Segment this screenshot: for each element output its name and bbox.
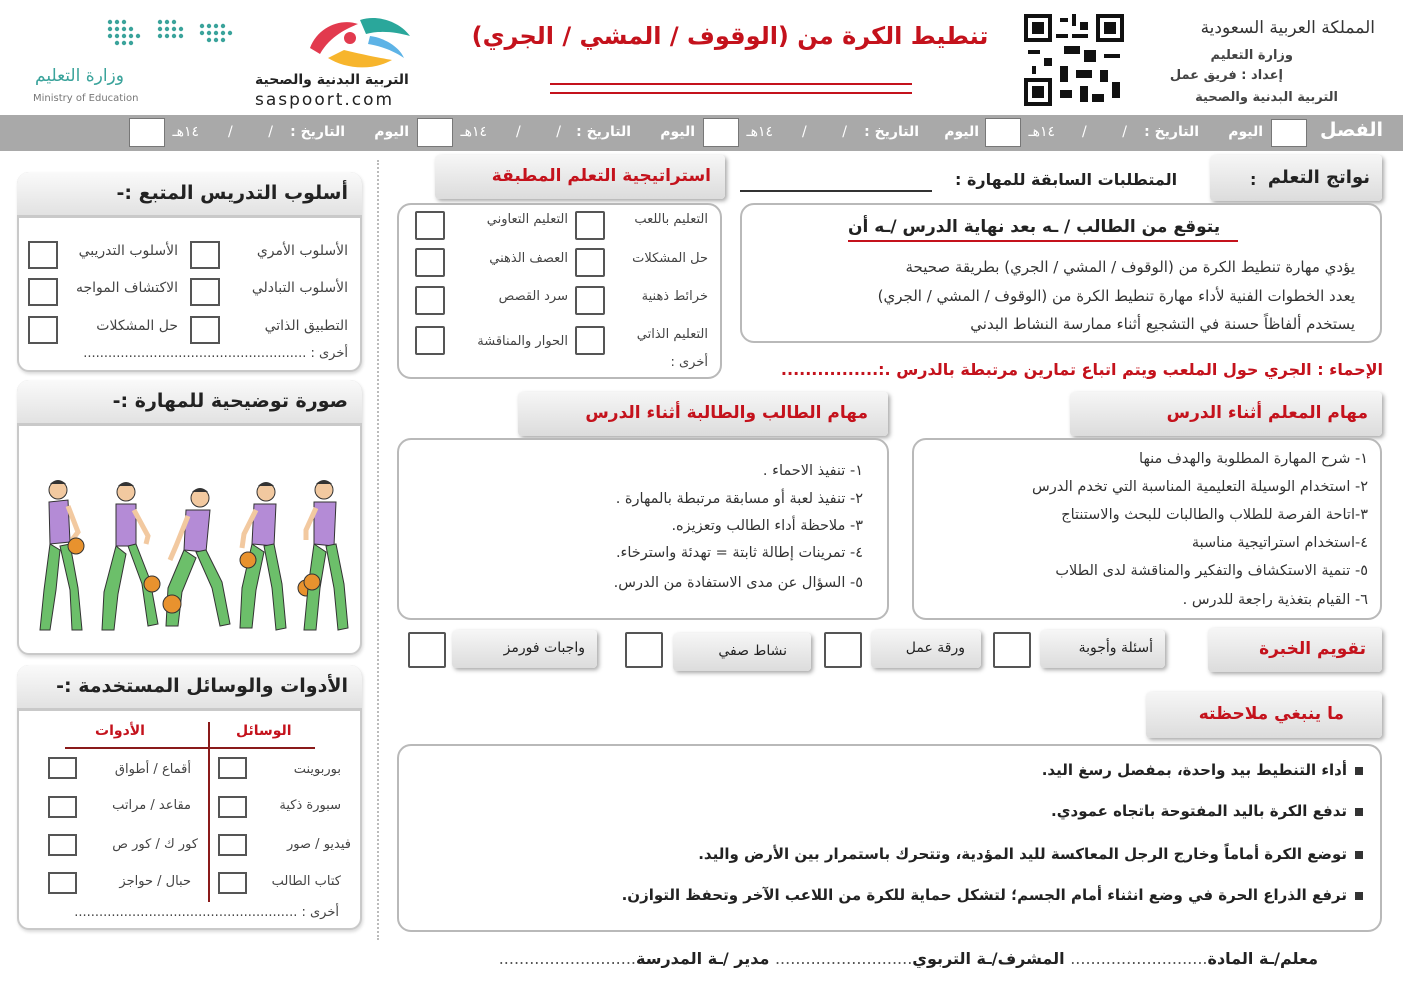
style-label: حل المشكلات [96, 318, 178, 334]
student-task-item: ٣- ملاحظة أداء الطالب وتعزيزه. [671, 518, 863, 534]
player-figure [40, 480, 84, 630]
ministry-text: وزارة التعليم [1210, 48, 1293, 63]
date-label-1: التاريخ : [1144, 124, 1199, 140]
moe-english: Ministry of Education [33, 93, 139, 104]
day-label-4: اليوم [374, 124, 409, 140]
teacher-task-item: ١- شرح المهارة المطلوبة والهدف منها [1139, 451, 1368, 467]
style-checkbox[interactable] [190, 278, 220, 306]
supervisor-signature-line[interactable]: ........................... [774, 949, 913, 968]
means-label: سبورة ذكية [279, 798, 341, 813]
prereq-line[interactable] [740, 190, 932, 192]
teacher-task-item: ٤-استخدام استراتيجية مناسبة [1191, 535, 1368, 551]
style-checkbox[interactable] [190, 241, 220, 269]
tools-label: حبال / حواجز [119, 874, 191, 889]
teacher-task-item: ٣-اتاحة الفرصة للطلاب والطالبات للبحث والاستنتاج [1061, 507, 1368, 523]
player-figure [163, 488, 230, 626]
dribbling-illustration [28, 470, 358, 645]
note-text: ترفع الذراع الحرة في وضع انثناء أمام الجسم؛ لتشكل حماية للكرة من اللاعب الآخر وتحفظ التوازن. [621, 886, 1347, 904]
tools-title: الأدوات والوسائل المستخدمة :- [56, 675, 348, 697]
outcome-item: يؤدي مهارة تنطيط الكرة من (الوقوف / المشي / الجري) بطريقة صحيحة [905, 258, 1355, 276]
style-other [83, 346, 348, 361]
student-task-item: ٥- السؤال عن مدى الاستفادة من الدرس. [613, 575, 863, 591]
teaching-style-header [17, 172, 362, 218]
strategy-label: الحوار والمناقشة [477, 334, 568, 349]
warmup-dots: .:................ [780, 360, 891, 379]
title-underline-2 [550, 92, 912, 94]
notes-tab [1146, 692, 1382, 738]
kingdom-text: المملكة العربية السعودية [1200, 18, 1375, 38]
tools-vertical-rule [208, 722, 210, 902]
outcomes-tab [1210, 155, 1382, 201]
strategy-checkbox[interactable] [575, 211, 605, 240]
style-other-line[interactable]: ...................................................... [83, 346, 307, 361]
day-box-3[interactable] [703, 118, 739, 147]
teacher-signature-line[interactable]: ........................... [1070, 949, 1208, 968]
evaluation-option-label: واجبات فورمز [503, 640, 585, 656]
student-tasks-tab-label: مهام الطالب والطالبة أثناء الدرس [585, 403, 868, 423]
prepared-text: إعداد : فريق عمل [1169, 68, 1283, 83]
evaluation-option [452, 630, 597, 668]
note-text: تدفع الكرة باليد المفتوحة باتجاه عمودي. [1051, 802, 1347, 820]
evaluation-tab-label: تقويم الخبرة [1259, 639, 1366, 659]
teacher-task-item: ٢- استخدام الوسيلة التعليمية المناسبة التي تخدم الدرس [1032, 479, 1368, 495]
means-checkbox[interactable] [218, 796, 247, 818]
strategy-label: سرد القصص [498, 289, 568, 304]
style-label: الاكتشاف المواجه [75, 280, 178, 296]
day-box-5[interactable] [129, 118, 165, 147]
teacher-signature-label: معلم/ـة المادة [1207, 949, 1318, 968]
strategy-checkbox[interactable] [575, 286, 605, 315]
day-label-2: اليوم [944, 124, 979, 140]
tools-label: كور ك / كور ص [112, 837, 198, 852]
tools-label: أقماع / أطواق [114, 762, 191, 777]
note-item [1051, 802, 1363, 820]
day-label-1: اليوم [1228, 124, 1263, 140]
evaluation-tab [1208, 628, 1382, 672]
day-label-3: اليوم [660, 124, 695, 140]
column-divider [377, 160, 379, 940]
footer-signatures [499, 949, 1318, 968]
style-checkbox[interactable] [190, 316, 220, 344]
evaluation-option-label: ورقة عمل [905, 640, 965, 656]
tools-checkbox[interactable] [48, 872, 77, 894]
tools-header-rule [65, 747, 315, 749]
prereq-label: المتطلبات السابقة للمهارة : [955, 170, 1178, 189]
bullet-icon [1355, 808, 1363, 816]
teacher-tasks-tab [1070, 392, 1382, 436]
warmup-label: الإحماء : [1317, 360, 1383, 379]
tools-checkbox[interactable] [48, 796, 77, 818]
title-underline [550, 83, 912, 85]
expect-heading: يتوقع من الطالب / ـه بعد نهاية الدرس /ـه أن [848, 217, 1221, 237]
outcomes-tab-label: نواتج التعلم [1267, 167, 1370, 188]
strategies-tab-label: استراتيجية التعلم المطبقة [491, 166, 711, 186]
year-label-4: ١٤هـ [172, 124, 199, 140]
date-label-3: التاريخ : [576, 124, 631, 140]
lesson-title: تنطيط الكرة من (الوقوف / المشي / الجري) [471, 22, 989, 50]
date-bar [0, 115, 1403, 151]
principal-signature-label: مدير /ـة المدرسة [636, 949, 770, 968]
evaluation-option [871, 630, 981, 668]
site-logo-icon [300, 14, 420, 76]
tools-checkbox[interactable] [48, 757, 77, 779]
bullet-icon [1355, 851, 1363, 859]
note-text: أداء التنطيط بيد واحدة، بمفصل رسغ اليد. [1041, 761, 1347, 779]
expect-underline [848, 240, 1238, 242]
outcome-item: يعدد الخطوات الفنية لأداء مهارة تنطيط الكرة من (الوقوف / المشي / الجري) [877, 287, 1355, 305]
means-header: الوسائل [236, 723, 292, 739]
student-task-item: ٢- تنفيذ لعبة أو مسابقة مرتبطة بالمهارة . [615, 491, 863, 507]
means-label: بوربوينت [293, 762, 341, 777]
means-checkbox[interactable] [218, 834, 247, 856]
outcomes-colon: : [1250, 170, 1257, 189]
date-slashes-4: / / [227, 124, 273, 140]
strategy-checkbox[interactable] [415, 211, 445, 240]
evaluation-checkbox[interactable] [408, 632, 446, 668]
strategy-label: التعليم باللعب [634, 212, 708, 227]
student-tasks-tab [518, 392, 888, 436]
site-url: saspoort.com [255, 90, 395, 110]
class-label: الفصل [1319, 119, 1383, 141]
note-item [1042, 761, 1363, 779]
tools-other [74, 905, 339, 920]
strategy-checkbox[interactable] [415, 248, 445, 277]
year-label-1: ١٤هـ [1028, 124, 1055, 140]
department-text: التربية البدنية والصحية [1195, 90, 1338, 105]
style-label: الأسلوب التدريبي [78, 243, 178, 259]
student-task-item: ٤- تمرينات إطالة ثابتة = تهدئة واسترخاء. [615, 545, 863, 561]
style-checkbox[interactable] [28, 241, 58, 269]
principal-signature-line[interactable]: ........................... [498, 949, 637, 968]
strategy-checkbox[interactable] [575, 326, 605, 355]
evaluation-checkbox[interactable] [625, 632, 663, 668]
class-box[interactable] [1271, 119, 1307, 147]
student-task-item: ١- تنفيذ الاحماء . [762, 463, 863, 479]
tools-label: مقاعد / مراتب [112, 798, 191, 813]
site-name: التربية البدنية والصحية [255, 72, 409, 88]
evaluation-option-label: أسئلة وأجوبة [1078, 640, 1153, 656]
tools-header [17, 665, 362, 711]
moe-arabic: وزارة التعليم [35, 66, 124, 86]
bullet-icon [1355, 892, 1363, 900]
means-checkbox[interactable] [218, 757, 247, 779]
date-slashes-3: / / [515, 124, 561, 140]
player-figure [304, 480, 348, 630]
warmup-line [781, 360, 1383, 379]
player-figure [102, 482, 160, 630]
bullet-icon [1355, 767, 1363, 775]
note-item [622, 886, 1363, 904]
date-label-2: التاريخ : [864, 124, 919, 140]
teacher-task-item: ٦- القيام بتغذية راجعة للدرس . [1182, 592, 1368, 608]
style-checkbox[interactable] [28, 316, 58, 344]
means-label: فيديو / صور [287, 837, 351, 852]
style-checkbox[interactable] [28, 278, 58, 306]
illustration-header [17, 380, 362, 426]
teaching-style-title: أسلوب التدريس المتبع :- [116, 182, 348, 204]
strategy-checkbox[interactable] [415, 286, 445, 315]
supervisor-signature-label: المشرف/ـة التربوي [912, 949, 1065, 968]
tools-checkbox[interactable] [48, 834, 77, 856]
player-figure [240, 482, 314, 630]
notes-tab-label: ما ينبغي ملاحظته [1198, 704, 1344, 724]
tools-other-line[interactable]: ...................................................... [74, 905, 298, 920]
moe-logo-icon [100, 16, 250, 56]
tools-other-label: أخرى : [301, 905, 339, 920]
day-box-2[interactable] [985, 118, 1021, 147]
style-label: الأسلوب الأمري [256, 243, 348, 259]
strategy-label: حل المشكلات [632, 251, 708, 266]
outcome-item: يستخدم ألفاظاً حسنة في التشجيع أثناء ممارسة النشاط البدني [970, 315, 1355, 333]
means-label: كتاب الطالب [271, 874, 341, 889]
date-label-4: التاريخ : [290, 124, 345, 140]
teacher-tasks-tab-label: مهام المعلم أثناء الدرس [1166, 403, 1368, 423]
strategies-tab [435, 155, 725, 199]
day-box-4[interactable] [417, 118, 453, 147]
date-slashes-1: / / [1081, 124, 1127, 140]
evaluation-checkbox[interactable] [824, 632, 862, 668]
style-label: التطبيق الذاتي [264, 318, 348, 334]
evaluation-option [673, 633, 811, 671]
strategy-label: التعليم الذاتي [636, 327, 708, 342]
strategy-label: التعليم التعاوني [486, 212, 568, 227]
evaluation-checkbox[interactable] [993, 632, 1031, 668]
strategy-label: العصف الذهني [489, 251, 568, 266]
means-checkbox[interactable] [218, 872, 247, 894]
strategy-label: خرائط ذهنية [641, 289, 708, 304]
teacher-task-item: ٥- تنمية الاستكشاف والتفكير والمناقشة لدى الطلاب [1055, 563, 1368, 579]
illustration-title: صورة توضيحية للمهارة :- [112, 390, 348, 412]
evaluation-option-label: نشاط صفي [718, 643, 787, 659]
strategy-checkbox[interactable] [415, 326, 445, 355]
style-label: الأسلوب التبادلي [251, 280, 348, 296]
note-text: توضع الكرة أماماً وخارج الرجل المعاكسة لليد المؤدية، وتتحرك باستمرار بين الأرض واليد. [698, 845, 1347, 863]
tools-header-label: الأدوات [95, 723, 145, 739]
strategy-checkbox[interactable] [575, 248, 605, 277]
note-item [698, 845, 1363, 863]
style-other-label: أخرى : [310, 346, 348, 361]
date-slashes-2: / / [801, 124, 847, 140]
year-label-3: ١٤هـ [460, 124, 487, 140]
strategy-other: أخرى : [670, 355, 708, 370]
evaluation-option [1040, 630, 1165, 668]
qr-code-icon [1024, 14, 1124, 106]
year-label-2: ١٤هـ [746, 124, 773, 140]
warmup-text: الجري حول الملعب ويتم اتباع تمارين مرتبطة بالدرس [896, 360, 1312, 379]
